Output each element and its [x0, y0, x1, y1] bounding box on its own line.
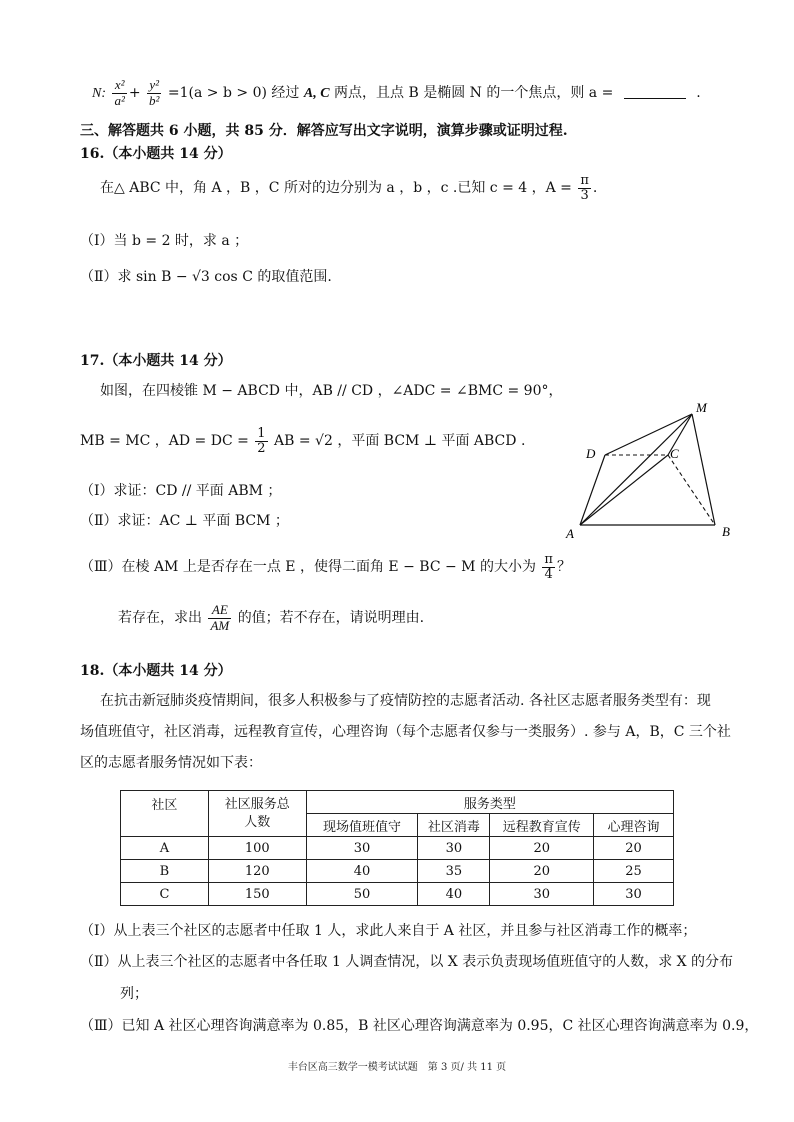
- ellipse-line: N: $\frac{\text{x²}}{\text{a²}}$ + $\frac{\text{y²}}{\text{b²}}$ =1(a > b > 0) 经过 A, C 两点，且点 B 是椭圆 N 的一个焦点，则 a = .: [92, 77, 701, 108]
- ellipse-points: A, C: [303, 86, 330, 102]
- subheader-cell: 心理咨询: [594, 814, 674, 837]
- q18-part-3: （Ⅲ）已知 A 社区心理咨询满意率为 0.85，B 社区心理咨询满意率为 0.95，C 社区心理咨询满意率为 0.9，: [80, 1018, 759, 1034]
- table-cell: 30: [594, 883, 674, 906]
- pi-over-4: $\frac{\pi}{4}$: [544, 552, 553, 582]
- table-row: [121, 837, 674, 860]
- one-half: $\frac{1}{2}$: [257, 426, 266, 456]
- ellipse-rest-text: 两点，且点 B 是椭圆 N 的一个焦点，则 a =: [334, 85, 614, 102]
- table-cell: 40: [418, 883, 490, 906]
- label-a: A: [566, 526, 574, 541]
- q17-part-3-b: 若存在，求出 $\frac{AE}{AM}$ 的值；若不存在，请说明理由.: [118, 602, 425, 633]
- label-b: B: [722, 524, 730, 539]
- q17-stem-2: MB = MC ，AD = DC = $\frac{1}{2}$ AB = √2 ，平面 BCM ⊥ 平面 ABCD .: [80, 426, 526, 456]
- page-footer: 丰台区高三数学一模考试试题 第 3 页/ 共 11 页: [287, 1062, 507, 1073]
- table-cell: 120: [208, 860, 306, 883]
- answer-blank[interactable]: [624, 98, 686, 99]
- q18-intro-2: 场值班值守，社区消毒，远程教育宣传，心理咨询（每个志愿者仅参与一类服务）. 参与 A，B，C 三个社: [80, 724, 731, 740]
- header-community: 社区: [121, 791, 209, 837]
- edge-am: [580, 414, 692, 525]
- ae-over-am: $\frac{AE}{AM}$: [210, 602, 230, 633]
- table-cell: C: [121, 883, 209, 906]
- q18-part-2b: 列；: [120, 986, 148, 1002]
- label-c: C: [670, 446, 679, 461]
- table-header-row: [121, 791, 674, 814]
- table-cell: 20: [594, 837, 674, 860]
- q18-intro-3: 区的志愿者服务情况如下表：: [80, 755, 262, 771]
- q18-part-2a: （Ⅱ）从上表三个社区的志愿者中各任取 1 人调查情况，以 X 表示负责现场值班值守的人数，求 X 的分布: [80, 954, 734, 970]
- table-cell: 30: [418, 837, 490, 860]
- table-cell: 30: [490, 883, 594, 906]
- section-3-heading: 三、解答题共 6 小题，共 85 分．解答应写出文字说明，演算步骤或证明过程.: [80, 123, 568, 139]
- table-cell: 100: [208, 837, 306, 860]
- subheader-cell: 远程教育宣传: [490, 814, 594, 837]
- edge-dm: [605, 414, 692, 455]
- table-row: [121, 860, 674, 883]
- q18-intro-1: 在抗击新冠肺炎疫情期间，很多人积极参与了疫情防控的志愿者活动. 各社区志愿者服务类型有：现: [100, 693, 711, 709]
- q16-part-2: （Ⅱ）求 sin B − √3 cos C 的取值范围.: [80, 269, 332, 285]
- pi-over-3: $\frac{\pi}{3}$: [580, 173, 589, 203]
- q17-heading: 17.（本小题共 14 分）: [80, 353, 232, 369]
- table-cell: 20: [490, 860, 594, 883]
- header-total: 社区服务总 人数: [208, 791, 306, 837]
- edge-ac: [580, 455, 668, 525]
- table-cell: A: [121, 837, 209, 860]
- q16-part-1: （Ⅰ）当 b = 2 时，求 a ；: [80, 233, 249, 249]
- q17-part-1: （Ⅰ）求证：CD // 平面 ABM ；: [80, 483, 282, 499]
- q17-stem-1: 如图，在四棱锥 M − ABCD 中，AB // CD ，∠ADC = ∠BMC = 90°，: [100, 383, 563, 399]
- table-cell: 40: [306, 860, 418, 883]
- table-cell: 30: [306, 837, 418, 860]
- ellipse-condition: =1(a > b > 0): [167, 85, 267, 102]
- table-cell: 35: [418, 860, 490, 883]
- y2-over-b2: $\frac{\text{y²}}{\text{b²}}$: [149, 77, 160, 108]
- table-cell: 25: [594, 860, 674, 883]
- label-m: M: [696, 400, 707, 415]
- label-d: D: [586, 446, 596, 461]
- service-table: [120, 790, 674, 906]
- table-row: [121, 883, 674, 906]
- subheader-cell: 现场值班值守: [306, 814, 418, 837]
- subheader-cell: 社区消毒: [418, 814, 490, 837]
- table-cell: B: [121, 860, 209, 883]
- q17-part-2: （Ⅱ）求证：AC ⊥ 平面 BCM ；: [80, 513, 289, 529]
- q18-part-1: （Ⅰ）从上表三个社区的志愿者中任取 1 人，求此人来自于 A 社区，并且参与社区消毒工作的概率；: [80, 923, 697, 939]
- table-cell: 150: [208, 883, 306, 906]
- table-cell: 20: [490, 837, 594, 860]
- ellipse-end: .: [696, 85, 701, 102]
- q16-heading: 16.（本小题共 14 分）: [80, 146, 232, 162]
- header-service-types: 服务类型: [306, 791, 673, 814]
- table-cell: 50: [306, 883, 418, 906]
- q16-stem: 在△ ABC 中，角 A ，B ，C 所对的边分别为 a ，b ，c .已知 c = 4 ，A = $\frac{\pi}{3}$ .: [100, 173, 598, 203]
- q17-part-3: （Ⅲ）在棱 AM 上是否存在一点 E ，使得二面角 E − BC − M 的大小为 $\frac{\pi}{4}$ ？: [80, 552, 571, 582]
- x2-over-a2: $\frac{\text{x²}}{\text{a²}}$: [114, 77, 125, 108]
- ellipse-symbol: N:: [92, 86, 106, 102]
- ellipse-pass-text: 经过: [271, 85, 300, 102]
- q18-heading: 18.（本小题共 14 分）: [80, 663, 232, 679]
- pyramid-figure: [560, 400, 750, 550]
